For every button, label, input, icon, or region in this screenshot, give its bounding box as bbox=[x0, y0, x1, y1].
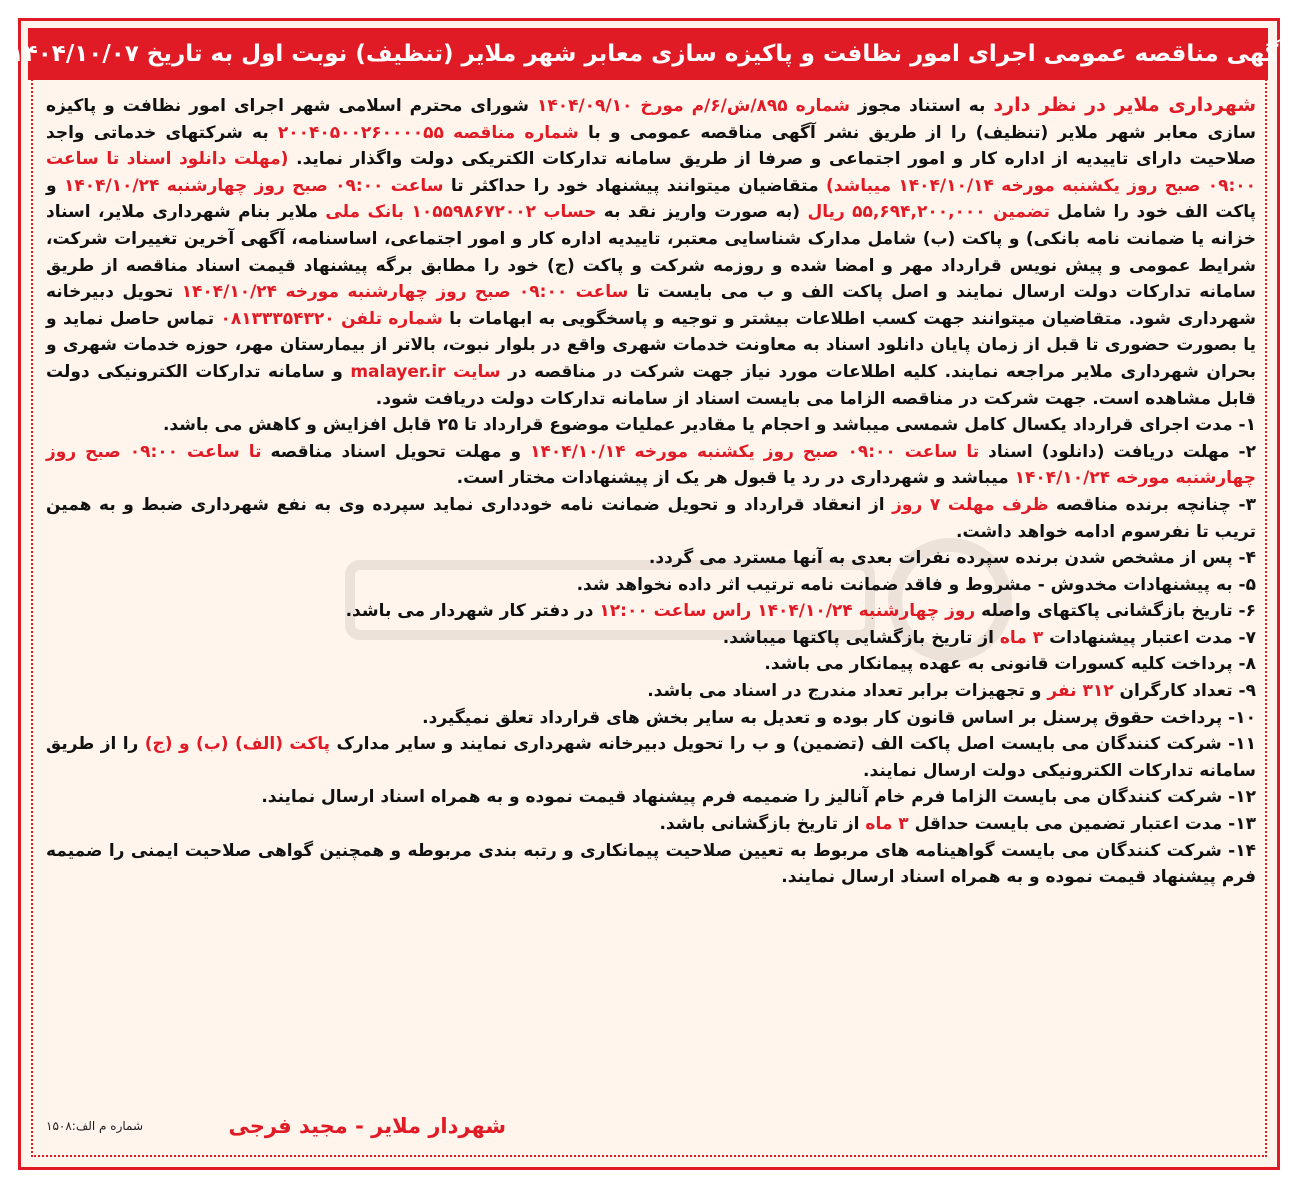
website-link[interactable]: سایت malayer.ir bbox=[350, 361, 501, 382]
notice-title: آگهی مناقصه عمومی اجرای امور نظافت و پاکیزه سازی معابر شهر ملایر (تنظیف) نوبت اول به تاریخ ۱۴۰۴/۱۰/۰۷ bbox=[9, 41, 1287, 67]
notice-title-banner bbox=[9, 28, 1287, 80]
list-item: ۵- به پیشنهادات مخدوش - مشروط و فاقد ضمانت نامه ترتیب اثر داده نخواهد شد. bbox=[576, 574, 1256, 595]
tender-number: شماره مناقصه ۲۰۰۴۰۵۰۰۲۶۰۰۰۰۵۵ bbox=[277, 122, 579, 143]
permit-number: شماره ۸۹۵/ش/۶/م bbox=[691, 96, 850, 116]
list-item: ۱۳- مدت اعتبار تضمین می بایست حداقل ۳ ماه از تاریخ بازگشانی باشد. bbox=[659, 814, 1256, 835]
permit-date: مورخ ۱۴۰۴/۰۹/۱۰ bbox=[536, 96, 684, 116]
list-item: ۶- تاریخ بازگشانی پاکتهای واصله روز چهارشنبه ۱۴۰۴/۱۰/۲۴ راس ساعت ۱۲:۰۰ در دفتر کار شهردار می باشد. bbox=[345, 601, 1256, 622]
list-item: ۱۰- پرداخت حقوق پرسنل بر اساس قانون کار بوده و تعدیل به سایر بخش های قرارداد تعلق نمیگیرد. bbox=[422, 707, 1256, 728]
list-item: ۴- پس از مشخص شدن برنده سپرده نفرات بعدی به آنها مسترد می گردد. bbox=[648, 548, 1256, 569]
list-item: ۱۲- شرکت کنندگان می بایست الزاما فرم خام آنالیز را ضمیمه فرم پیشنهاد قیمت نموده و به همراه اسناد ارسال نمایند. bbox=[261, 787, 1256, 808]
list-item: ۱- مدت اجرای قرارداد یکسال کامل شمسی میباشد و احجام یا مقادیر عملیات موضوع قرارداد تا ۲۵ قابل افزایش و کاهش می باشد. bbox=[162, 415, 1256, 436]
list-item: ۷- مدت اعتبار پیشنهادات ۳ ماه از تاریخ بازگشایی پاکتها میباشد. bbox=[722, 627, 1256, 648]
notice-body bbox=[46, 92, 1256, 891]
delivery-deadline: ساعت ۰۹:۰۰ صبح روز چهارشنبه مورخه ۱۴۰۴/۱۰/۲۴ bbox=[181, 282, 629, 303]
phone-number: شماره تلفن ۰۸۱۳۳۳۵۴۳۲۰ bbox=[220, 308, 443, 329]
municipality-intent: شهرداری ملایر در نظر دارد bbox=[993, 94, 1257, 116]
list-item: ۸- پرداخت کلیه کسورات قانونی به عهده پیمانکار می باشد. bbox=[764, 654, 1256, 675]
ad-number: شماره م الف:۱۵۰۸ bbox=[46, 1119, 144, 1133]
bank-account: حساب ۱۰۵۵۹۸۶۷۲۰۰۲ بانک ملی bbox=[325, 202, 597, 223]
intro-paragraph: شهرداری ملایر در نظر دارد به استناد مجوز شماره ۸۹۵/ش/۶/م مورخ ۱۴۰۴/۰۹/۱۰ شورای محترم اسلامی شهر اجرای امور نظافت و پاکیزه سازی معابر شهر ملایر (تنظیف) را از طریق نشر آگهی مناقصه عمومی و با شماره مناقصه ۲۰۰۴۰۵۰۰۲۶۰۰۰۰۵۵ به شرکتهای خدماتی واجد صلاحیت دارای تاییدیه از اداره کار و امور اجتماعی و صرفا از طریق سامانه تدارکات الکتریکی دولت واگذار نماید. (مهلت دانلود اسناد تا ساعت ۰۹:۰۰ صبح روز یکشنبه مورخه ۱۴۰۴/۱۰/۱۴ میباشد) متقاضیان میتوانند پیشنهاد خود را حداکثر تا ساعت ۰۹:۰۰ صبح روز چهارشنبه ۱۴۰۴/۱۰/۲۴ و پاکت الف خود را شامل تضمین ۵۵,۶۹۴,۲۰۰,۰۰۰ ریال (به صورت واریز نقد به حساب ۱۰۵۵۹۸۶۷۲۰۰۲ بانک ملی ملایر بنام شهرداری ملایر، اسناد خزانه یا ضمانت نامه بانکی) و پاکت (ب) شامل مدارک شناسایی معتبر، تاییدیه اداره کار و امور اجتماعی، اساسنامه، آگهی آخرین تغییرات شرکت، شرایط عمومی و پیش نویس قرارداد مهر و امضا شده و روزمه شرکت و پاکت (ج) خود را مطابق برگه پیشنهاد قیمت اسناد مناقصه از طریق سامانه تدارکات دولت ارسال نمایند و اصل پاکت الف و ب می بایست تا ساعت ۰۹:۰۰ صبح روز چهارشنبه مورخه ۱۴۰۴/۱۰/۲۴ تحویل دبیرخانه شهرداری شود. متقاضیان میتوانند جهت کسب اطلاعات بیشتر و توجیه و پاسخگویی به ابهامات با شماره تلفن ۰۸۱۳۳۳۵۴۳۲۰ تماس حاصل نماید و یا بصورت حضوری تا قبل از زمان پایان دانلود اسناد به معاونت خدمات شهری واقع در بلوار نبوت، بالاتر از بیمارستان مهر، حوزه خدمات شهری و بحران شهرداری ملایر مراجعه نمایند. کلیه اطلاعات مورد نیاز جهت شرکت در مناقصه در سایت malayer.ir و سامانه تدارکات الکترونیکی دولت قابل مشاهده است. جهت شرکت در مناقصه الزاما می بایست اسناد از سامانه تدارکات دولت دریافت شود. bbox=[46, 94, 1257, 409]
list-item: ۱۴- شرکت کنندگان می بایست گواهینامه های مربوط به تعیین صلاحیت پیمانکاری و رتبه بندی مربوطه و همچنین گواهی صلاحیت ایمنی را ضمیمه فرم پیشنهاد قیمت نموده و به همراه اسناد ارسال نمایند. bbox=[46, 840, 1256, 888]
list-item: ۲- مهلت دریافت (دانلود) اسناد تا ساعت ۰۹:۰۰ صبح روز یکشنبه مورخه ۱۴۰۴/۱۰/۱۴ و مهلت تحویل اسناد مناقصه تا ساعت ۰۹:۰۰ صبح روز چهارشنبه مورخه ۱۴۰۴/۱۰/۲۴ میباشد و شهرداری در رد یا قبول هر یک از پیشنهادات مختار است. bbox=[46, 441, 1256, 489]
download-deadline: (مهلت دانلود اسناد تا ساعت ۰۹:۰۰ صبح روز یکشنبه مورخه ۱۴۰۴/۱۰/۱۴ میباشد) bbox=[46, 149, 1257, 196]
notice-footer bbox=[46, 1110, 506, 1142]
list-item: ۹- تعداد کارگران ۳۱۲ نفر و تجهیزات برابر تعداد مندرج در اسناد می باشد. bbox=[647, 681, 1256, 702]
list-item: ۳- چنانچه برنده مناقصه ظرف مهلت ۷ روز از انعقاد قرارداد و تحویل ضمانت نامه خودداری نماید سپرده وی به نفع شهرداری ضبط و به همین تریب تا نفرسوم ادامه خواهد داشت. bbox=[46, 494, 1256, 542]
list-item: ۱۱- شرکت کنندگان می بایست اصل پاکت الف (تضمین) و ب را تحویل دبیرخانه شهرداری نمایند و سایر مدارک پاکت (الف) (ب) و (ج) را از طریق سامانه تدارکات الکترونیکی دولت ارسال نمایند. bbox=[46, 734, 1256, 781]
submission-deadline: ساعت ۰۹:۰۰ صبح روز چهارشنبه ۱۴۰۴/۱۰/۲۴ bbox=[63, 175, 444, 196]
mayor-signature: شهردار ملایر - مجید فرجی bbox=[228, 1114, 506, 1138]
guarantee-amount: تضمین ۵۵,۶۹۴,۲۰۰,۰۰۰ ریال bbox=[807, 202, 1050, 223]
